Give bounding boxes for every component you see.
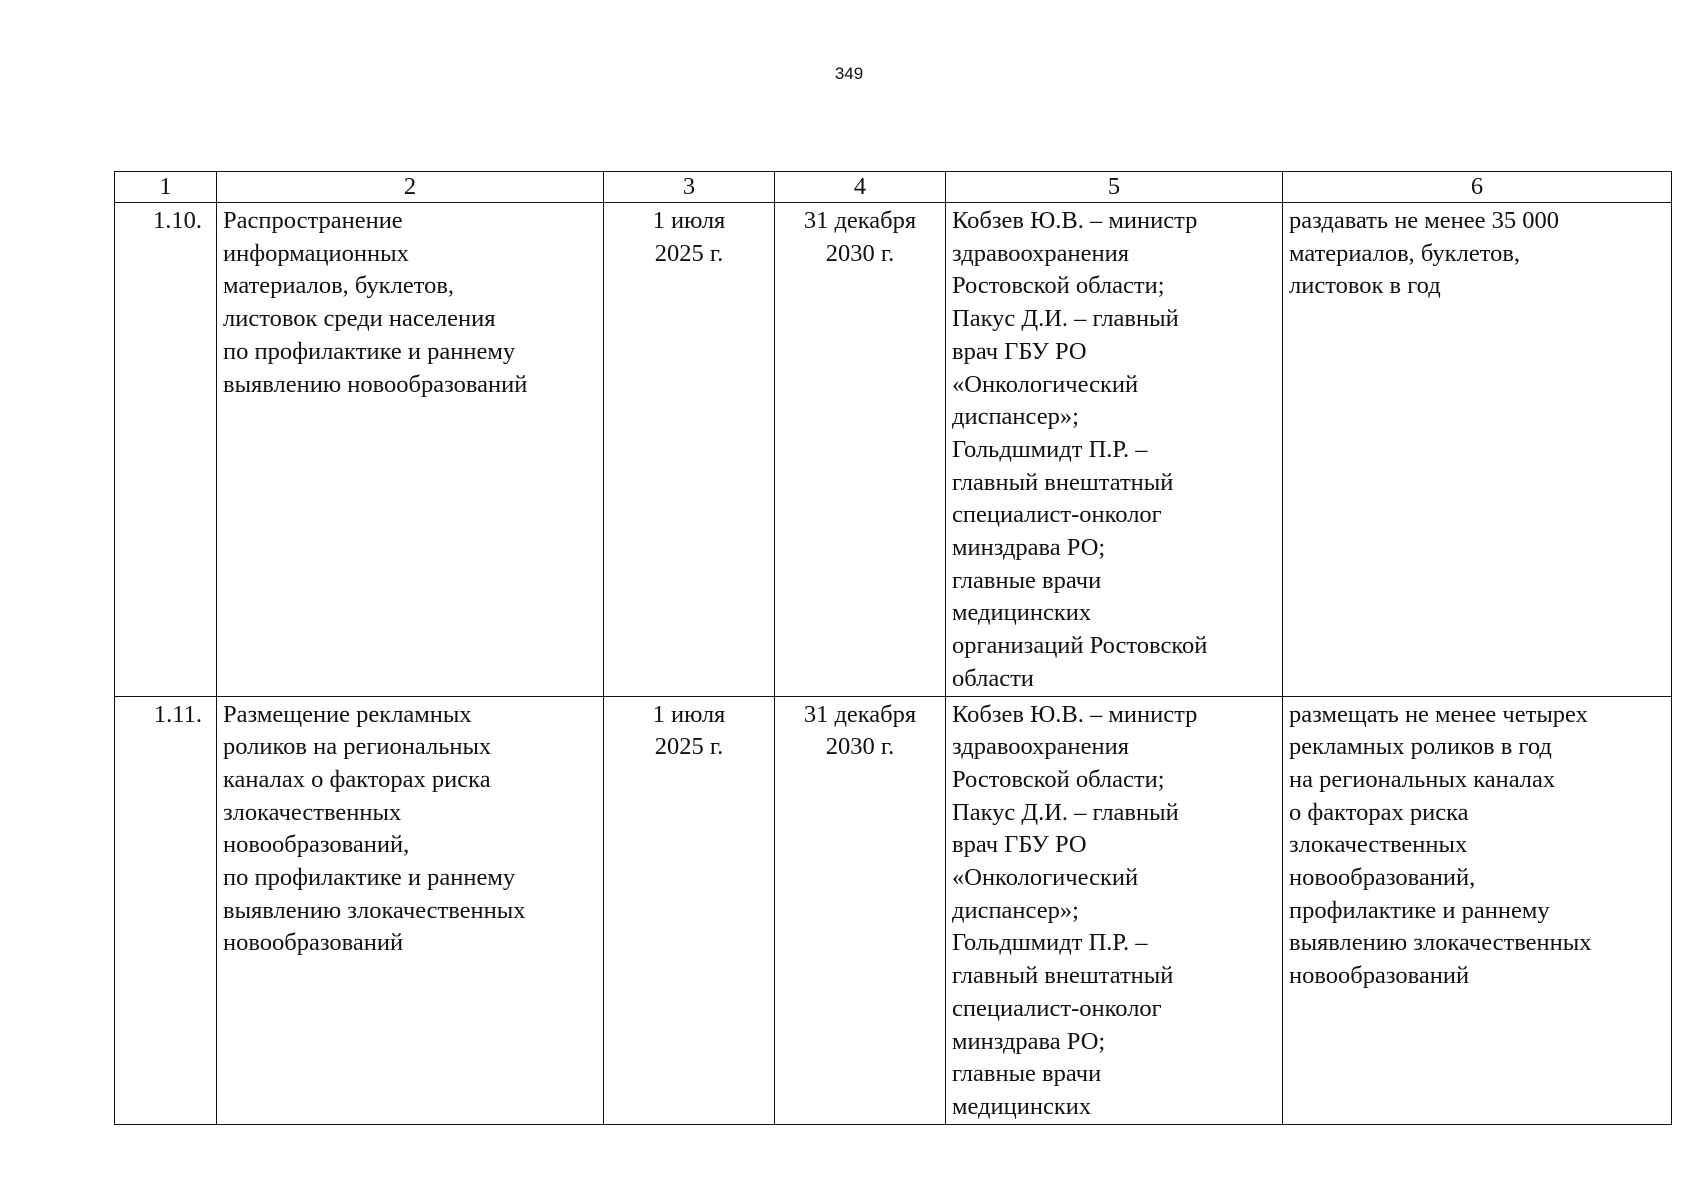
cell-line: материалов, буклетов, xyxy=(223,272,455,300)
cell-line: роликов на региональных xyxy=(223,733,492,761)
page-number: 349 xyxy=(834,64,864,83)
cell-line: на региональных каналах xyxy=(1289,765,1556,793)
responsible-cell xyxy=(946,203,1283,697)
cell-line: 31 декабря xyxy=(803,207,917,234)
cell-line: «Онкологический xyxy=(952,864,1139,892)
cell-line: новообразований xyxy=(1289,962,1470,990)
cell-line: каналах о факторах риска xyxy=(223,765,491,793)
cell-line: врач ГБУ РО xyxy=(952,831,1087,859)
cell-line: здравоохранения xyxy=(952,733,1129,761)
cell-line: главные врачи xyxy=(952,1060,1102,1088)
cell-line: раздавать не менее 35 000 xyxy=(1289,207,1560,234)
column-number-3: 3 xyxy=(604,172,775,203)
cell-line: листовок среди населения xyxy=(223,305,496,333)
cell-line: выявлению злокачественных xyxy=(1289,929,1592,957)
measures-table xyxy=(114,171,1672,1125)
table-row xyxy=(115,203,1672,697)
cell-line: новообразований xyxy=(223,929,404,957)
column-number-6: 6 xyxy=(1283,172,1672,203)
cell-line: Распространение xyxy=(223,207,403,234)
cell-line: области xyxy=(952,664,1034,692)
cell-line: профилактике и раннему xyxy=(1289,896,1550,924)
cell-line: Размещение рекламных xyxy=(223,700,472,728)
row-number: 1.10. xyxy=(115,203,217,697)
cell-line: рекламных роликов в год xyxy=(1289,733,1552,761)
cell-line: злокачественных xyxy=(1289,831,1468,859)
cell-line: специалист-онколог xyxy=(952,994,1162,1022)
column-number-5: 5 xyxy=(946,172,1283,203)
cell-line: новообразований, xyxy=(223,831,410,859)
start-date-cell xyxy=(604,696,775,1124)
cell-line: главный внештатный xyxy=(952,962,1174,990)
cell-line: выявлению новообразований xyxy=(223,370,528,398)
cell-line: материалов, буклетов, xyxy=(1289,239,1521,267)
cell-line: «Онкологический xyxy=(952,370,1139,398)
end-date-cell xyxy=(775,203,946,697)
cell-line: Пакус Д.И. – главный xyxy=(952,305,1179,333)
cell-line: минздрава РО; xyxy=(952,1027,1106,1055)
result-cell xyxy=(1283,203,1672,697)
cell-line: главный внештатный xyxy=(952,468,1174,496)
cell-line: выявлению злокачественных xyxy=(223,896,526,924)
cell-line: медицинских xyxy=(952,599,1092,627)
cell-line: диспансер»; xyxy=(952,896,1079,924)
row-number: 1.11. xyxy=(115,696,217,1124)
activity-cell xyxy=(217,696,604,1124)
cell-line: 2025 г. xyxy=(654,733,724,761)
cell-line: Ростовской области; xyxy=(952,272,1165,300)
cell-line: медицинских xyxy=(952,1092,1092,1120)
cell-line: 31 декабря xyxy=(803,700,917,728)
cell-line: 1 июля xyxy=(652,700,726,728)
responsible-cell xyxy=(946,696,1283,1124)
cell-line: главные врачи xyxy=(952,566,1102,594)
cell-line: о факторах риска xyxy=(1289,798,1469,826)
cell-line: информационных xyxy=(223,239,409,267)
cell-line: по профилактике и раннему xyxy=(223,337,516,365)
cell-line: злокачественных xyxy=(223,798,402,826)
cell-line: листовок в год xyxy=(1289,272,1441,300)
end-date-cell xyxy=(775,696,946,1124)
cell-line: здравоохранения xyxy=(952,239,1129,267)
cell-line: по профилактике и раннему xyxy=(223,864,516,892)
cell-line: размещать не менее четырех xyxy=(1289,700,1588,728)
cell-line: новообразований, xyxy=(1289,864,1476,892)
cell-line: 2025 г. xyxy=(654,239,724,267)
cell-line: 2030 г. xyxy=(825,733,895,761)
cell-line: диспансер»; xyxy=(952,403,1079,431)
table-row xyxy=(115,696,1672,1124)
cell-line: Пакус Д.И. – главный xyxy=(952,798,1179,826)
cell-line: 1 июля xyxy=(652,207,726,234)
cell-line: Гольдшмидт П.Р. – xyxy=(952,435,1148,463)
cell-line: врач ГБУ РО xyxy=(952,337,1087,365)
cell-line: Кобзев Ю.В. – министр xyxy=(952,207,1198,234)
cell-line: специалист-онколог xyxy=(952,501,1162,529)
column-number-2: 2 xyxy=(217,172,604,203)
cell-line: Кобзев Ю.В. – министр xyxy=(952,700,1198,728)
cell-line: Ростовской области; xyxy=(952,765,1165,793)
cell-line: минздрава РО; xyxy=(952,534,1106,562)
cell-line: организаций Ростовской xyxy=(952,632,1208,660)
cell-line: Гольдшмидт П.Р. – xyxy=(952,929,1148,957)
column-number-1: 1 xyxy=(115,172,217,203)
start-date-cell xyxy=(604,203,775,697)
column-number-4: 4 xyxy=(775,172,946,203)
cell-line: 2030 г. xyxy=(825,239,895,267)
result-cell xyxy=(1283,696,1672,1124)
activity-cell xyxy=(217,203,604,697)
table-header-row xyxy=(115,172,1672,203)
